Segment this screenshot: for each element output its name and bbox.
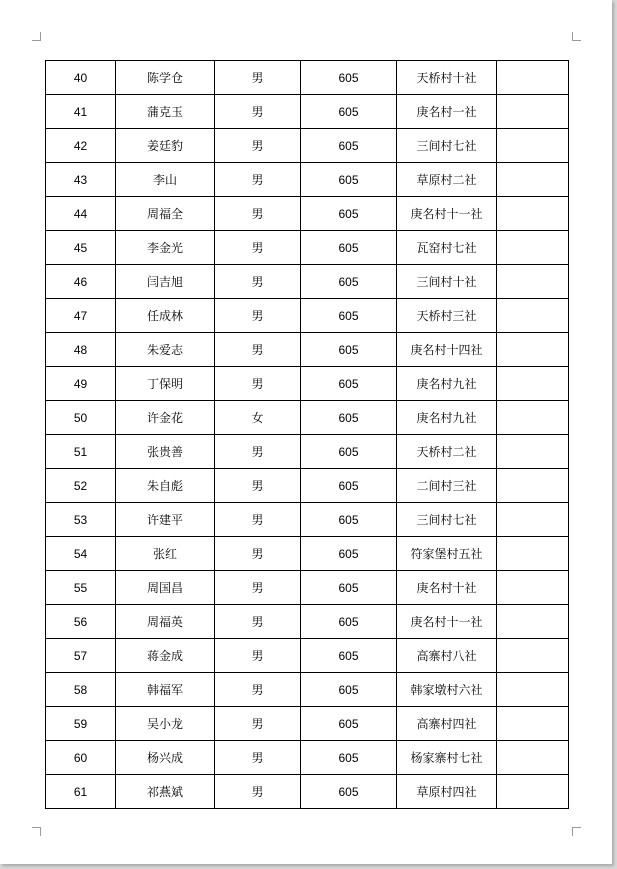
name-cell: 李金光 bbox=[116, 231, 215, 265]
name-cell: 杨兴成 bbox=[116, 741, 215, 775]
code-cell: 605 bbox=[301, 333, 397, 367]
name-cell: 许金花 bbox=[116, 401, 215, 435]
row-number-cell: 61 bbox=[46, 775, 116, 809]
table-row bbox=[46, 537, 569, 571]
code-cell: 605 bbox=[301, 61, 397, 95]
name-cell: 蒋金成 bbox=[116, 639, 215, 673]
code-cell: 605 bbox=[301, 197, 397, 231]
row-number-cell: 42 bbox=[46, 129, 116, 163]
table-row bbox=[46, 231, 569, 265]
table-row bbox=[46, 333, 569, 367]
table-row bbox=[46, 61, 569, 95]
gender-cell: 男 bbox=[215, 231, 301, 265]
village-cell: 庚名村十社 bbox=[397, 571, 497, 605]
code-cell: 605 bbox=[301, 129, 397, 163]
remark-cell bbox=[497, 469, 569, 503]
code-cell: 605 bbox=[301, 435, 397, 469]
table-row bbox=[46, 95, 569, 129]
gender-cell: 男 bbox=[215, 639, 301, 673]
table-row bbox=[46, 197, 569, 231]
remark-cell bbox=[497, 129, 569, 163]
remark-cell bbox=[497, 401, 569, 435]
table-row bbox=[46, 673, 569, 707]
code-cell: 605 bbox=[301, 163, 397, 197]
name-cell: 任成林 bbox=[116, 299, 215, 333]
row-number-cell: 49 bbox=[46, 367, 116, 401]
table-row bbox=[46, 367, 569, 401]
village-cell: 草原村二社 bbox=[397, 163, 497, 197]
village-cell: 天桥村十社 bbox=[397, 61, 497, 95]
name-cell: 祁燕斌 bbox=[116, 775, 215, 809]
table-row bbox=[46, 265, 569, 299]
remark-cell bbox=[497, 333, 569, 367]
row-number-cell: 60 bbox=[46, 741, 116, 775]
village-cell: 三间村十社 bbox=[397, 265, 497, 299]
remark-cell bbox=[497, 95, 569, 129]
row-number-cell: 53 bbox=[46, 503, 116, 537]
remark-cell bbox=[497, 605, 569, 639]
name-cell: 丁保明 bbox=[116, 367, 215, 401]
village-cell: 庚名村十四社 bbox=[397, 333, 497, 367]
code-cell: 605 bbox=[301, 367, 397, 401]
name-cell: 陈学仓 bbox=[116, 61, 215, 95]
gender-cell: 男 bbox=[215, 333, 301, 367]
table-row bbox=[46, 129, 569, 163]
remark-cell bbox=[497, 231, 569, 265]
table-row bbox=[46, 775, 569, 809]
village-cell: 杨家寨村七社 bbox=[397, 741, 497, 775]
remark-cell bbox=[497, 707, 569, 741]
gender-cell: 男 bbox=[215, 163, 301, 197]
remark-cell bbox=[497, 503, 569, 537]
code-cell: 605 bbox=[301, 673, 397, 707]
gender-cell: 男 bbox=[215, 469, 301, 503]
village-cell: 庚名村九社 bbox=[397, 401, 497, 435]
village-cell: 三间村七社 bbox=[397, 503, 497, 537]
name-cell: 朱爱志 bbox=[116, 333, 215, 367]
remark-cell bbox=[497, 265, 569, 299]
gender-cell: 男 bbox=[215, 537, 301, 571]
row-number-cell: 58 bbox=[46, 673, 116, 707]
village-cell: 高寨村四社 bbox=[397, 707, 497, 741]
village-cell: 三间村七社 bbox=[397, 129, 497, 163]
name-cell: 李山 bbox=[116, 163, 215, 197]
table-row bbox=[46, 571, 569, 605]
name-cell: 周福英 bbox=[116, 605, 215, 639]
name-cell: 朱自彪 bbox=[116, 469, 215, 503]
village-cell: 瓦窑村七社 bbox=[397, 231, 497, 265]
code-cell: 605 bbox=[301, 265, 397, 299]
remark-cell bbox=[497, 299, 569, 333]
row-number-cell: 40 bbox=[46, 61, 116, 95]
gender-cell: 男 bbox=[215, 95, 301, 129]
row-number-cell: 54 bbox=[46, 537, 116, 571]
remark-cell bbox=[497, 197, 569, 231]
code-cell: 605 bbox=[301, 775, 397, 809]
gender-cell: 男 bbox=[215, 61, 301, 95]
table-row bbox=[46, 741, 569, 775]
table-row bbox=[46, 401, 569, 435]
margin-mark-bottom-left bbox=[32, 827, 41, 836]
code-cell: 605 bbox=[301, 571, 397, 605]
gender-cell: 男 bbox=[215, 367, 301, 401]
village-cell: 符家堡村五社 bbox=[397, 537, 497, 571]
table-row bbox=[46, 605, 569, 639]
code-cell: 605 bbox=[301, 95, 397, 129]
margin-mark-bottom-right bbox=[572, 827, 581, 836]
row-number-cell: 45 bbox=[46, 231, 116, 265]
name-cell: 闫吉旭 bbox=[116, 265, 215, 299]
roster-table bbox=[45, 60, 569, 809]
row-number-cell: 57 bbox=[46, 639, 116, 673]
village-cell: 庚名村一社 bbox=[397, 95, 497, 129]
gender-cell: 男 bbox=[215, 197, 301, 231]
table-row bbox=[46, 299, 569, 333]
name-cell: 周国昌 bbox=[116, 571, 215, 605]
village-cell: 草原村四社 bbox=[397, 775, 497, 809]
row-number-cell: 43 bbox=[46, 163, 116, 197]
name-cell: 韩福军 bbox=[116, 673, 215, 707]
code-cell: 605 bbox=[301, 707, 397, 741]
gender-cell: 男 bbox=[215, 265, 301, 299]
table-row bbox=[46, 469, 569, 503]
gender-cell: 女 bbox=[215, 401, 301, 435]
name-cell: 许建平 bbox=[116, 503, 215, 537]
remark-cell bbox=[497, 571, 569, 605]
code-cell: 605 bbox=[301, 639, 397, 673]
remark-cell bbox=[497, 367, 569, 401]
row-number-cell: 47 bbox=[46, 299, 116, 333]
gender-cell: 男 bbox=[215, 299, 301, 333]
row-number-cell: 51 bbox=[46, 435, 116, 469]
roster-table-body bbox=[46, 61, 569, 809]
village-cell: 庚名村九社 bbox=[397, 367, 497, 401]
remark-cell bbox=[497, 163, 569, 197]
code-cell: 605 bbox=[301, 741, 397, 775]
gender-cell: 男 bbox=[215, 775, 301, 809]
name-cell: 张贵善 bbox=[116, 435, 215, 469]
row-number-cell: 59 bbox=[46, 707, 116, 741]
gender-cell: 男 bbox=[215, 741, 301, 775]
row-number-cell: 46 bbox=[46, 265, 116, 299]
table-row bbox=[46, 435, 569, 469]
remark-cell bbox=[497, 537, 569, 571]
remark-cell bbox=[497, 741, 569, 775]
remark-cell bbox=[497, 673, 569, 707]
row-number-cell: 41 bbox=[46, 95, 116, 129]
row-number-cell: 48 bbox=[46, 333, 116, 367]
gender-cell: 男 bbox=[215, 503, 301, 537]
village-cell: 天桥村二社 bbox=[397, 435, 497, 469]
village-cell: 高寨村八社 bbox=[397, 639, 497, 673]
remark-cell bbox=[497, 639, 569, 673]
code-cell: 605 bbox=[301, 401, 397, 435]
margin-mark-top-right bbox=[572, 32, 581, 41]
code-cell: 605 bbox=[301, 537, 397, 571]
village-cell: 韩家墩村六社 bbox=[397, 673, 497, 707]
row-number-cell: 56 bbox=[46, 605, 116, 639]
village-cell: 庚名村十一社 bbox=[397, 605, 497, 639]
table-row bbox=[46, 503, 569, 537]
name-cell: 张红 bbox=[116, 537, 215, 571]
village-cell: 天桥村三社 bbox=[397, 299, 497, 333]
gender-cell: 男 bbox=[215, 707, 301, 741]
gender-cell: 男 bbox=[215, 571, 301, 605]
table-row bbox=[46, 639, 569, 673]
code-cell: 605 bbox=[301, 503, 397, 537]
margin-mark-top-left bbox=[32, 32, 41, 41]
code-cell: 605 bbox=[301, 299, 397, 333]
table-row bbox=[46, 163, 569, 197]
row-number-cell: 55 bbox=[46, 571, 116, 605]
code-cell: 605 bbox=[301, 231, 397, 265]
gender-cell: 男 bbox=[215, 605, 301, 639]
name-cell: 吴小龙 bbox=[116, 707, 215, 741]
code-cell: 605 bbox=[301, 469, 397, 503]
row-number-cell: 50 bbox=[46, 401, 116, 435]
name-cell: 姜廷豹 bbox=[116, 129, 215, 163]
code-cell: 605 bbox=[301, 605, 397, 639]
remark-cell bbox=[497, 435, 569, 469]
gender-cell: 男 bbox=[215, 673, 301, 707]
name-cell: 周福全 bbox=[116, 197, 215, 231]
gender-cell: 男 bbox=[215, 435, 301, 469]
row-number-cell: 44 bbox=[46, 197, 116, 231]
village-cell: 二间村三社 bbox=[397, 469, 497, 503]
table-row bbox=[46, 707, 569, 741]
remark-cell bbox=[497, 61, 569, 95]
row-number-cell: 52 bbox=[46, 469, 116, 503]
gender-cell: 男 bbox=[215, 129, 301, 163]
remark-cell bbox=[497, 775, 569, 809]
name-cell: 蒲克玉 bbox=[116, 95, 215, 129]
village-cell: 庚名村十一社 bbox=[397, 197, 497, 231]
